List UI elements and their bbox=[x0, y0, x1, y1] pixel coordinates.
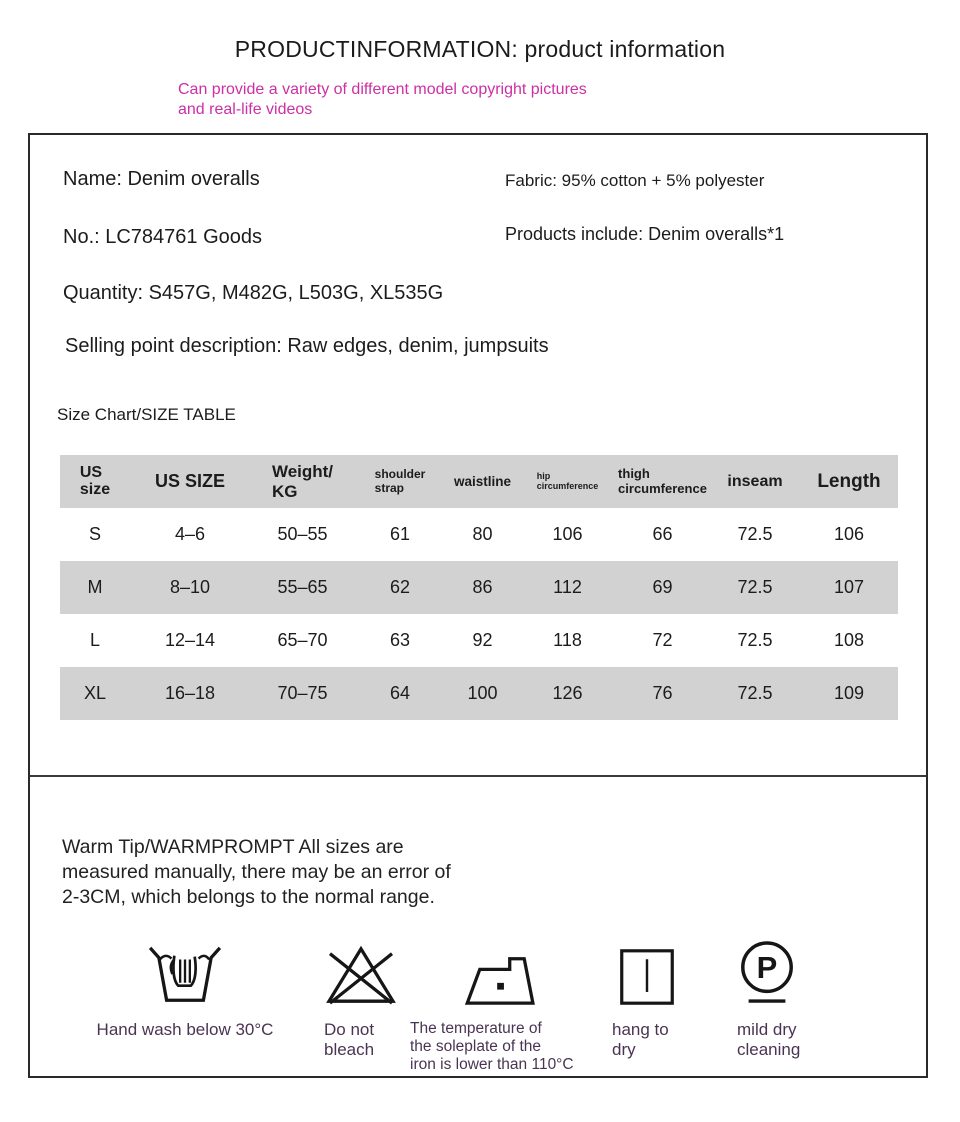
care-item-dry-clean-mild bbox=[737, 941, 847, 1060]
size-cell: 86 bbox=[472, 577, 493, 597]
warm-tip bbox=[62, 835, 451, 910]
product-fabric: Fabric: 95% cotton + 5% polyester bbox=[505, 171, 765, 190]
size-cell: 50–55 bbox=[277, 524, 328, 544]
size-cell: 112 bbox=[553, 577, 582, 597]
size-cell: 72 bbox=[652, 630, 673, 650]
size-cell: 100 bbox=[467, 683, 498, 703]
care-item-iron-low-temp bbox=[410, 941, 615, 1074]
size-cell: M bbox=[87, 577, 103, 597]
size-cell: 55–65 bbox=[277, 577, 328, 597]
product-selling-point: Selling point description: Raw edges, denim, jumpsuits bbox=[65, 335, 549, 357]
care-caption-line: hang to bbox=[612, 1020, 669, 1039]
size-cell: 12–14 bbox=[164, 630, 216, 650]
icon-wrap bbox=[78, 941, 292, 1007]
col-header-us-size: US size bbox=[79, 463, 111, 498]
care-item-hand-wash bbox=[78, 941, 292, 1040]
size-cell: S bbox=[88, 524, 101, 544]
product-number: No.: LC784761 Goods bbox=[63, 226, 263, 248]
size-cell: 118 bbox=[553, 630, 582, 650]
size-cell: 76 bbox=[652, 683, 673, 703]
col-header-thigh-circumference: thigh circumference bbox=[618, 465, 707, 496]
care-caption bbox=[324, 1020, 414, 1060]
icon-wrap bbox=[737, 941, 847, 1007]
size-cell: 8–10 bbox=[169, 577, 211, 597]
size-cell: 72.5 bbox=[737, 577, 773, 597]
icon-wrap bbox=[410, 941, 615, 1007]
size-cell: 64 bbox=[389, 683, 411, 703]
care-item-do-not-bleach bbox=[324, 941, 414, 1060]
size-row-m bbox=[60, 561, 898, 614]
col-header-waistline: waistline bbox=[453, 474, 512, 489]
care-caption-line: bleach bbox=[324, 1040, 375, 1059]
col-header-us-size-range: US SIZE bbox=[154, 471, 225, 491]
care-caption bbox=[410, 1020, 615, 1074]
size-cell: L bbox=[89, 630, 100, 650]
col-header-inseam: inseam bbox=[727, 472, 783, 490]
size-cell: 80 bbox=[472, 524, 493, 544]
iron-low-temp-icon bbox=[463, 951, 541, 1007]
size-row-xl bbox=[60, 667, 898, 720]
size-cell: 108 bbox=[833, 630, 865, 650]
col-header-hip-circumference: hip circumference bbox=[536, 470, 599, 491]
hang-to-dry-icon bbox=[618, 947, 676, 1007]
size-cell: 92 bbox=[472, 630, 493, 650]
care-item-hang-to-dry bbox=[612, 941, 722, 1060]
size-cell: XL bbox=[83, 683, 107, 703]
size-cell: 107 bbox=[833, 577, 865, 597]
care-caption bbox=[78, 1020, 292, 1040]
size-cell: 16–18 bbox=[164, 683, 216, 703]
size-cell: 126 bbox=[552, 683, 583, 703]
warm-tip-line: Warm Tip/WARMPROMPT All sizes are bbox=[62, 836, 404, 858]
care-caption-line: dry bbox=[612, 1040, 636, 1059]
size-cell: 72.5 bbox=[737, 524, 773, 544]
care-caption-line: Do not bbox=[324, 1020, 375, 1039]
hand-wash-icon bbox=[146, 945, 224, 1007]
dry-clean-letter: P bbox=[756, 949, 778, 985]
dry-clean-mild-icon bbox=[737, 939, 797, 1007]
size-table bbox=[60, 455, 898, 720]
size-cell: 72.5 bbox=[737, 630, 773, 650]
care-caption-line: mild dry bbox=[737, 1020, 797, 1039]
size-table-header-row bbox=[60, 455, 898, 508]
col-header-length: Length bbox=[817, 470, 881, 492]
size-row-s bbox=[60, 508, 898, 561]
care-caption-line: Hand wash below 30°C bbox=[96, 1020, 274, 1039]
size-cell: 106 bbox=[833, 524, 865, 544]
care-caption-line: cleaning bbox=[737, 1040, 801, 1059]
warm-tip-line: 2-3CM, which belongs to the normal range. bbox=[62, 886, 435, 908]
size-cell: 62 bbox=[389, 577, 411, 597]
icon-wrap bbox=[612, 941, 722, 1007]
care-caption bbox=[737, 1020, 847, 1060]
care-caption-line: iron is lower than 110°C bbox=[410, 1056, 574, 1073]
col-header-weight: Weight/ KG bbox=[271, 461, 334, 501]
size-cell: 72.5 bbox=[737, 683, 773, 703]
page-title: PRODUCTINFORMATION: product information bbox=[234, 36, 726, 62]
subtitle-line: Can provide a variety of different model copyright pictures bbox=[178, 81, 587, 98]
size-cell: 63 bbox=[389, 630, 411, 650]
subtitle-note bbox=[178, 80, 587, 120]
subtitle-line: and real-life videos bbox=[178, 101, 313, 118]
product-includes: Products include: Denim overalls*1 bbox=[505, 224, 785, 244]
size-cell: 69 bbox=[652, 577, 673, 597]
icon-wrap bbox=[324, 941, 414, 1007]
size-cell: 109 bbox=[833, 683, 865, 703]
size-cell: 106 bbox=[552, 524, 583, 544]
size-cell: 65–70 bbox=[277, 630, 328, 650]
care-caption bbox=[612, 1020, 722, 1060]
product-name: Name: Denim overalls bbox=[63, 168, 260, 190]
section-divider bbox=[30, 775, 926, 777]
care-caption-line: the soleplate of the bbox=[410, 1038, 541, 1055]
size-cell: 70–75 bbox=[277, 683, 328, 703]
warm-tip-line: measured manually, there may be an error of bbox=[62, 861, 451, 883]
product-quantity: Quantity: S457G, M482G, L503G, XL535G bbox=[63, 282, 444, 304]
size-cell: 66 bbox=[652, 524, 673, 544]
size-cell: 4–6 bbox=[174, 524, 206, 544]
care-caption-line: The temperature of bbox=[410, 1020, 542, 1037]
do-not-bleach-icon bbox=[324, 945, 398, 1007]
size-cell: 61 bbox=[389, 524, 411, 544]
product-info-box bbox=[28, 133, 928, 1078]
size-row-l bbox=[60, 614, 898, 667]
col-header-shoulder-strap: shoulder strap bbox=[374, 466, 426, 495]
size-chart-heading: Size Chart/SIZE TABLE bbox=[57, 405, 236, 424]
